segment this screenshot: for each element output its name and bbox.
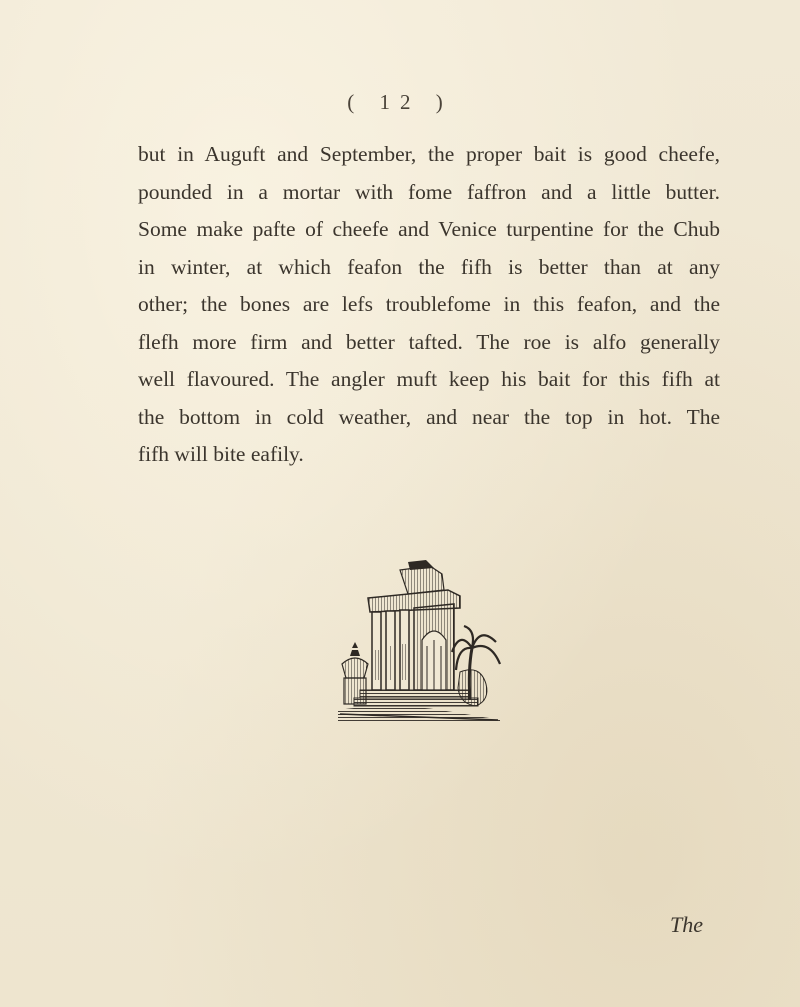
body-text <box>138 136 720 474</box>
text-line: Some make pafte of cheefe and Venice turpentine for the Chub <box>138 217 720 241</box>
text-line: flefh more firm and better tafted. The roe is alfo generally <box>138 329 720 354</box>
catchword: The <box>670 912 703 937</box>
page-number: ( 12 ) <box>347 90 453 114</box>
ruined-temple-woodcut-icon <box>330 560 502 725</box>
text-line: the bottom in cold weather, and near the top in hot. The <box>138 404 720 429</box>
text-line: other; the bones are lefs troublefome in this feafon, and the <box>138 292 720 316</box>
text-line: fifh will bite eafily. <box>138 442 304 466</box>
text-line: pounded in a mortar with fome faffron and a little butter. <box>138 179 720 204</box>
text-line: in winter, at which feafon the fifh is better than at any <box>138 254 720 279</box>
text-line: well flavoured. The angler muft keep his bait for this fifh at <box>138 367 720 391</box>
text-line: but in Auguft and September, the proper bait is good cheefe, <box>138 142 720 166</box>
